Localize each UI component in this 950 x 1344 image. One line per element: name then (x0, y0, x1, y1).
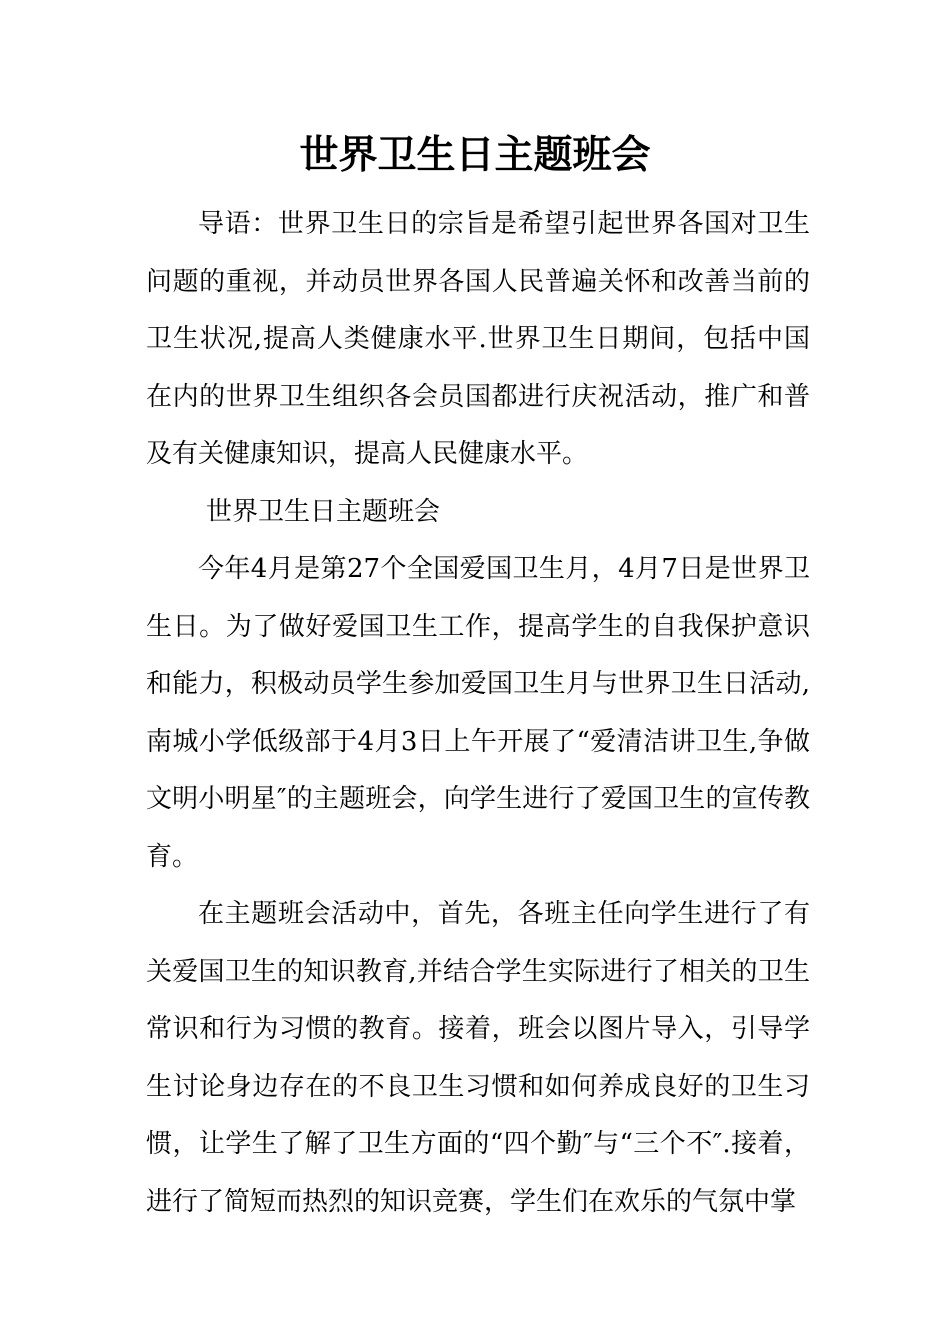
document-title: 世界卫生日主题班会 (299, 132, 651, 178)
section-subheading: 世界卫生日主题班会 (206, 496, 441, 527)
body-paragraph-1: 今年4月是第27个全国爱国卫生月，4月7日是世界卫生日。为了做好爱国卫生工作，提高学生的自我保护意识和能力，积极动员学生参加爱国卫生月与世界卫生日活动,南城小学低级部于4月3日上午开展了“爱清洁讲卫生,争做文明小明星″的主题班会，向学生进行了爱国卫生的宣传教育。 (146, 554, 810, 872)
document-body (146, 196, 810, 1231)
intro-paragraph: 导语：世界卫生日的宗旨是希望引起世界各国对卫生问题的重视，并动员世界各国人民普遍关怀和改善当前的卫生状况,提高人类健康水平.世界卫生日期间，包括中国在内的世界卫生组织各会员国都进行庆祝活动，推广和普及有关健康知识，提高人民健康水平。 (146, 209, 810, 469)
body-paragraph-2: 在主题班会活动中，首先，各班主任向学生进行了有关爱国卫生的知识教育,并结合学生实际进行了相关的卫生常识和行为习惯的教育。接着，班会以图片导入，引导学生讨论身边存在的不良卫生习惯和如何养成良好的卫生习惯，让学生了解了卫生方面的“四个勤″与“三个不″.接着，进行了简短而热烈的知识竞赛，学生们在欢乐的气氛中掌 (146, 899, 810, 1217)
